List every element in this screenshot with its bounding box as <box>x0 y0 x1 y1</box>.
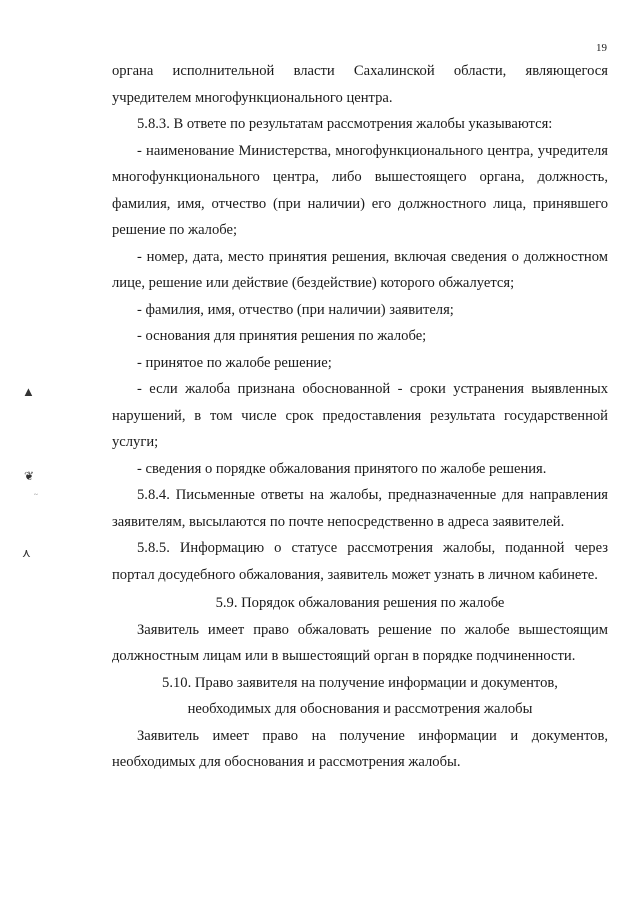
margin-mark-icon: ❦ <box>24 469 35 483</box>
list-item: - номер, дата, место принятия решения, включая сведения о должностном лице, решение или действие (бездействие) которого обжалуется; <box>112 248 608 291</box>
list-item: - основания для принятия решения по жалобе; <box>137 328 427 344</box>
paragraph-5-8-4: 5.8.4. Письменные ответы на жалобы, предназначенные для направления заявителям, высылаются по почте непосредственно в адреса заявителей. <box>112 487 608 530</box>
section-title-5-10-line2: необходимых для обоснования и рассмотрения жалобы <box>187 701 533 717</box>
paragraph-continuation: органа исполнительной власти Сахалинской области, являющегося учредителем многофункционального центра. <box>112 63 608 106</box>
list-item: - фамилия, имя, отчество (при наличии) заявителя; <box>137 301 454 318</box>
document-body <box>112 58 608 776</box>
list-item: - принятое по жалобе решение; <box>137 354 332 371</box>
list-item: - если жалоба признана обоснованной - сроки устранения выявленных нарушений, в том числе срок предоставления результата государственной услуги; <box>112 381 608 450</box>
paragraph-5-8-3: 5.8.3. В ответе по результатам рассмотрения жалобы указываются: <box>137 116 553 132</box>
list-item: - наименование Министерства, многофункционального центра, учредителя многофункционального центра, либо вышестоящего органа, должность, фамилия, имя, отчество (при наличии) его должностного лица, принявшего решение по жалобе; <box>112 142 608 238</box>
margin-mark-icon: ~ <box>34 491 38 499</box>
list-item: - сведения о порядке обжалования принятого по жалобе решения. <box>137 460 547 477</box>
paragraph-5-8-5: 5.8.5. Информацию о статусе рассмотрения жалобы, поданной через портал досудебного обжалования, заявитель может узнать в личном кабинете. <box>112 540 608 583</box>
margin-mark-icon: ⋏ <box>22 546 31 560</box>
section-text-5-10: Заявитель имеет право на получение информации и документов, необходимых для обоснования и рассмотрения жалобы. <box>112 727 608 770</box>
page-number: 19 <box>596 42 607 54</box>
margin-mark-icon: ▲ <box>22 384 35 399</box>
section-title-5-10-line1: 5.10. Право заявителя на получение информации и документов, <box>162 674 558 691</box>
section-title-5-9: 5.9. Порядок обжалования решения по жалобе <box>215 595 505 611</box>
section-text-5-9: Заявитель имеет право обжаловать решение по жалобе вышестоящим должностным лицам или в вышестоящий орган в порядке подчиненности. <box>112 621 608 664</box>
